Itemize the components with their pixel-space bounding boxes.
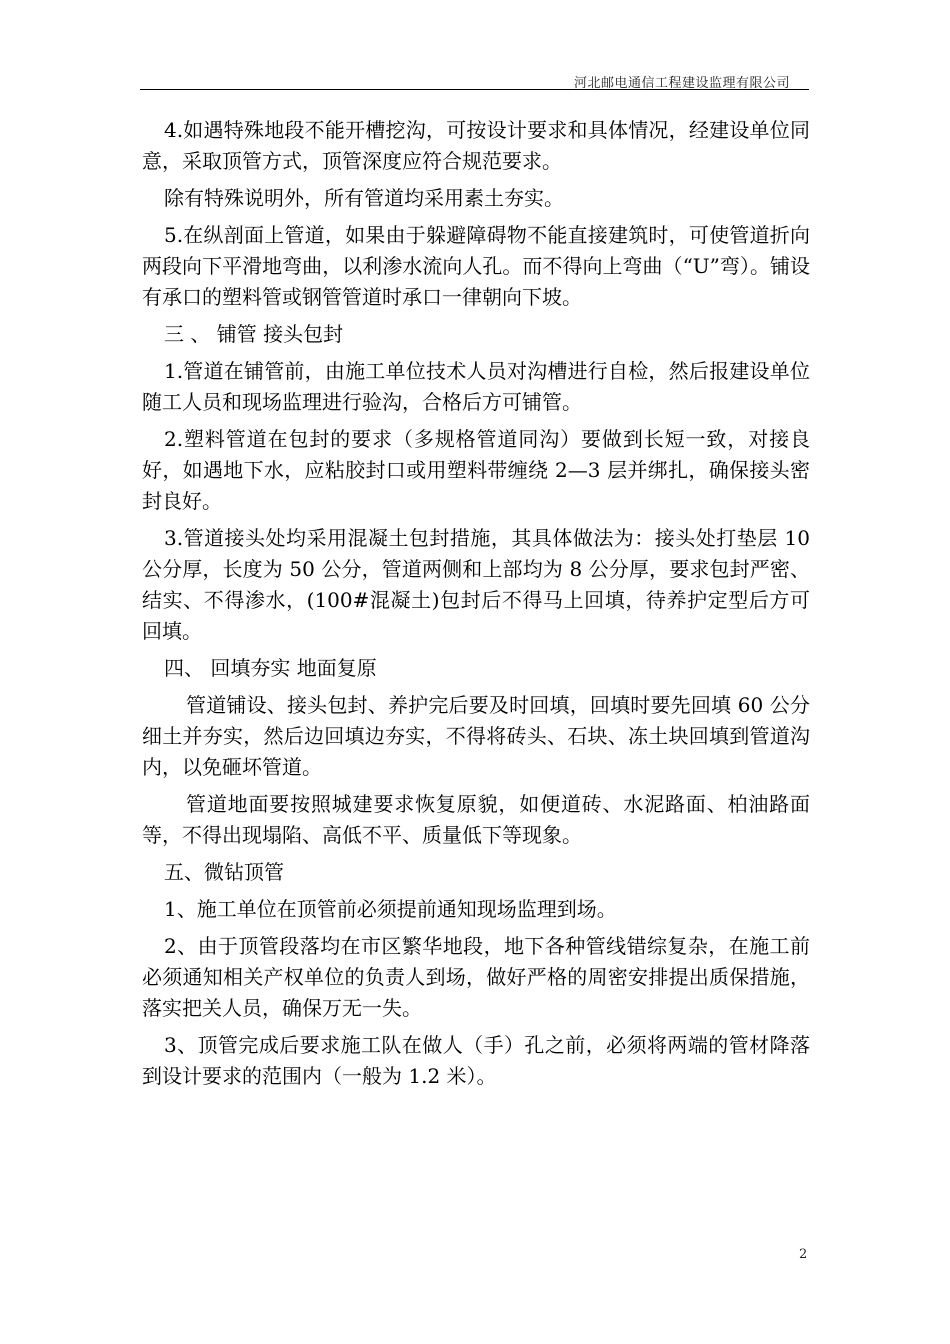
paragraph-10: 2、由于顶管段落均在市区繁华地段，地下各种管线错综复杂，在施工前必须通知相关产权单位的负责人到场，做好严格的周密安排提出质保措施，落实把关人员，确保万无一失。 — [142, 934, 810, 1020]
page-number: 2 — [799, 1247, 808, 1262]
paragraph-11: 3、顶管完成后要求施工队在做人（手）孔之前，必须将两端的管材降落到设计要求的范围内（一般为 1.2 米）。 — [142, 1033, 810, 1088]
section-heading-3: 三 、 铺管 接头包封 — [164, 322, 344, 346]
paragraph-6: 3.管道接头处均采用混凝土包封措施，其具体做法为：接头处打垫层 10 公分厚，长度为 50 公分，管道两侧和上部均为 8 公分厚，要求包封严密、结实、不得渗水，(100#混凝土)包封后不得马上回填，待养护定型后方可回填。 — [142, 526, 810, 643]
paragraph-4: 1.管道在铺管前，由施工单位技术人员对沟槽进行自检，然后报建设单位随工人员和现场监理进行验沟，合格后方可铺管。 — [142, 359, 810, 414]
paragraph-2: 除有特殊说明外，所有管道均采用素土夯实。 — [164, 186, 564, 210]
header-rule — [140, 89, 809, 90]
header-company-name: 河北邮电通信工程建设监理有限公司 — [573, 76, 790, 91]
paragraph-8: 管道地面要按照城建要求恢复原貌，如便道砖、水泥路面、柏油路面等，不得出现塌陷、高低不平、质量低下等现象。 — [142, 792, 810, 847]
paragraph-9: 1、施工单位在顶管前必须提前通知现场监理到场。 — [164, 897, 617, 921]
paragraph-3: 5.在纵剖面上管道，如果由于躲避障碍物不能直接建筑时，可使管道折向两段向下平滑地弯曲，以利渗水流向人孔。而不得向上弯曲（“U”弯）。铺设有承口的塑料管或钢管管道时承口一律朝向下坡。 — [142, 223, 810, 309]
paragraph-5: 2.塑料管道在包封的要求（多规格管道同沟）要做到长短一致，对接良好，如遇地下水，应粘胶封口或用塑料带缠绕 2—3 层并绑扎，确保接头密封良好。 — [142, 427, 810, 513]
paragraph-7: 管道铺设、接头包封、养护完后要及时回填，回填时要先回填 60 公分细土并夯实，然后边回填边夯实，不得将砖头、石块、冻土块回填到管道沟内，以免砸坏管道。 — [142, 693, 810, 779]
section-heading-4: 四、 回填夯实 地面复原 — [164, 656, 377, 680]
paragraph-1: 4.如遇特殊地段不能开槽挖沟，可按设计要求和具体情况，经建设单位同意，采取顶管方式，顶管深度应符合规范要求。 — [142, 118, 810, 173]
document-body — [142, 115, 810, 1098]
section-heading-5: 五、微钻顶管 — [164, 860, 284, 884]
